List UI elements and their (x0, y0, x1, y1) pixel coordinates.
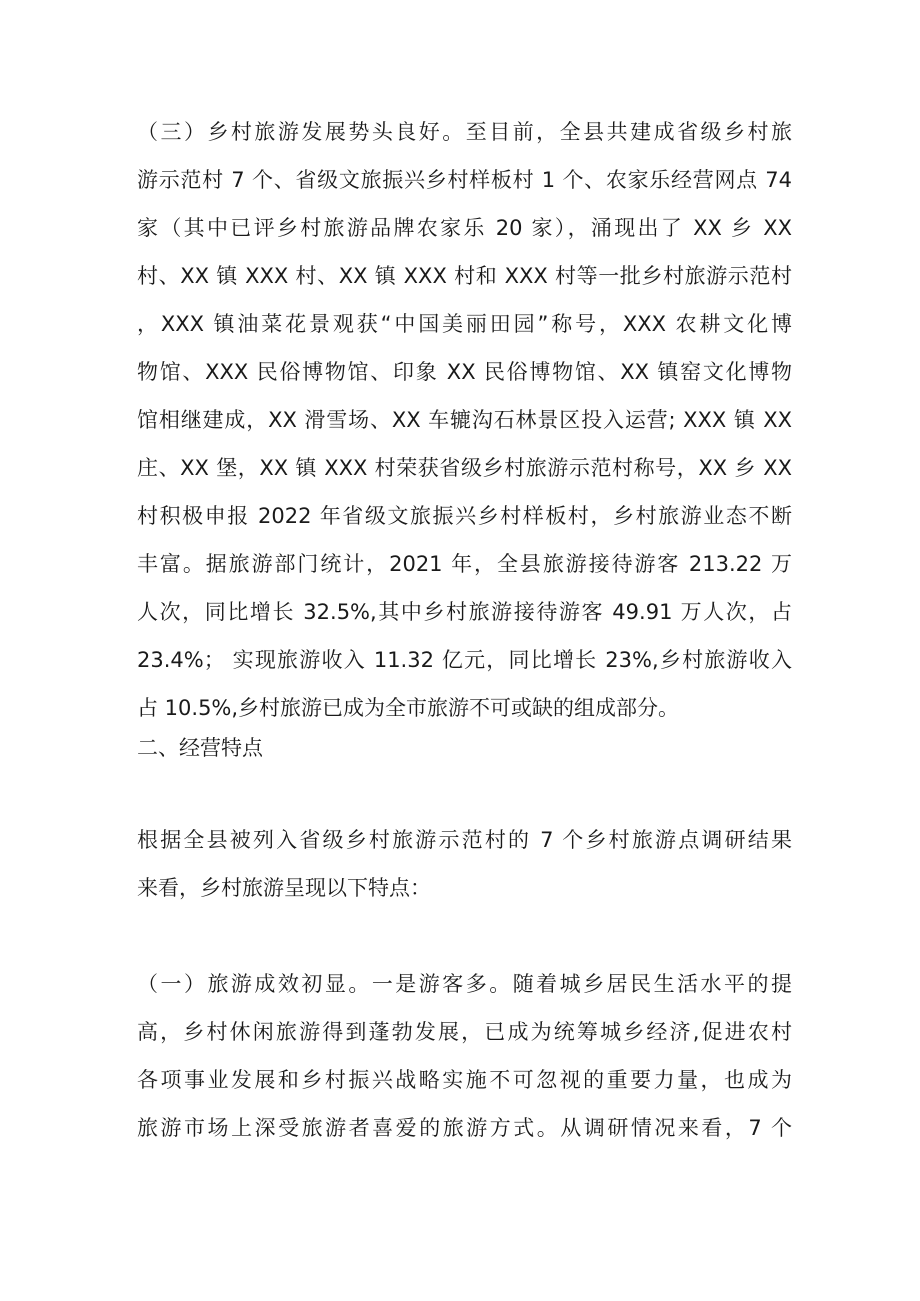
text-line: （三）乡村旅游发展势头良好。至目前，全县共建成省级乡村旅 (137, 120, 792, 144)
text-line: ，XXX 镇油菜花景观获“中国美丽田园”称号，XXX 农耕文化博 (137, 312, 792, 336)
text-line: 物馆、XXX 民俗博物馆、印象 XX 民俗博物馆、XX 镇窑文化博物 (137, 360, 792, 384)
text-line: 村积极申报 2022 年省级文旅振兴乡村样板村，乡村旅游业态不断 (137, 504, 792, 528)
text-line: 家（其中已评乡村旅游品牌农家乐 20 家），涌现出了 XX 乡 XX (137, 216, 792, 240)
text-line: 23.4%； 实现旅游收入 11.32 亿元，同比增长 23%,乡村旅游收入 (137, 648, 792, 672)
section-heading: 二、经营特点 (137, 736, 263, 760)
text-line: 各项事业发展和乡村振兴战略实施不可忽视的重要力量，也成为 (137, 1068, 792, 1092)
text-line: 丰富。据旅游部门统计，2021 年，全县旅游接待游客 213.22 万 (137, 552, 792, 576)
text-line: 高，乡村休闲旅游得到蓬勃发展，已成为统筹城乡经济,促进农村 (137, 1020, 792, 1044)
text-line: 游示范村 7 个、省级文旅振兴乡村样板村 1 个、农家乐经营网点 74 (137, 168, 792, 192)
text-line: 庄、XX 堡，XX 镇 XXX 村荣获省级乡村旅游示范村称号，XX 乡 XX (137, 456, 792, 480)
text-line: 根据全县被列入省级乡村旅游示范村的 7 个乡村旅游点调研结果 (137, 828, 792, 852)
text-line: 人次，同比增长 32.5%,其中乡村旅游接待游客 49.91 万人次，占 (137, 600, 792, 624)
text-line: 馆相继建成，XX 滑雪场、XX 车辘沟石林景区投入运营; XXX 镇 XX (137, 408, 792, 432)
text-line: 旅游市场上深受旅游者喜爱的旅游方式。从调研情况来看，7 个 (137, 1116, 792, 1140)
text-line: 占 10.5%,乡村旅游已成为全市旅游不可或缺的组成部分。 (137, 696, 680, 720)
text-line: 来看，乡村旅游呈现以下特点： (137, 876, 431, 900)
text-line: 村、XX 镇 XXX 村、XX 镇 XXX 村和 XXX 村等一批乡村旅游示范村 (137, 264, 792, 288)
text-line: （一）旅游成效初显。一是游客多。随着城乡居民生活水平的提 (137, 972, 792, 996)
